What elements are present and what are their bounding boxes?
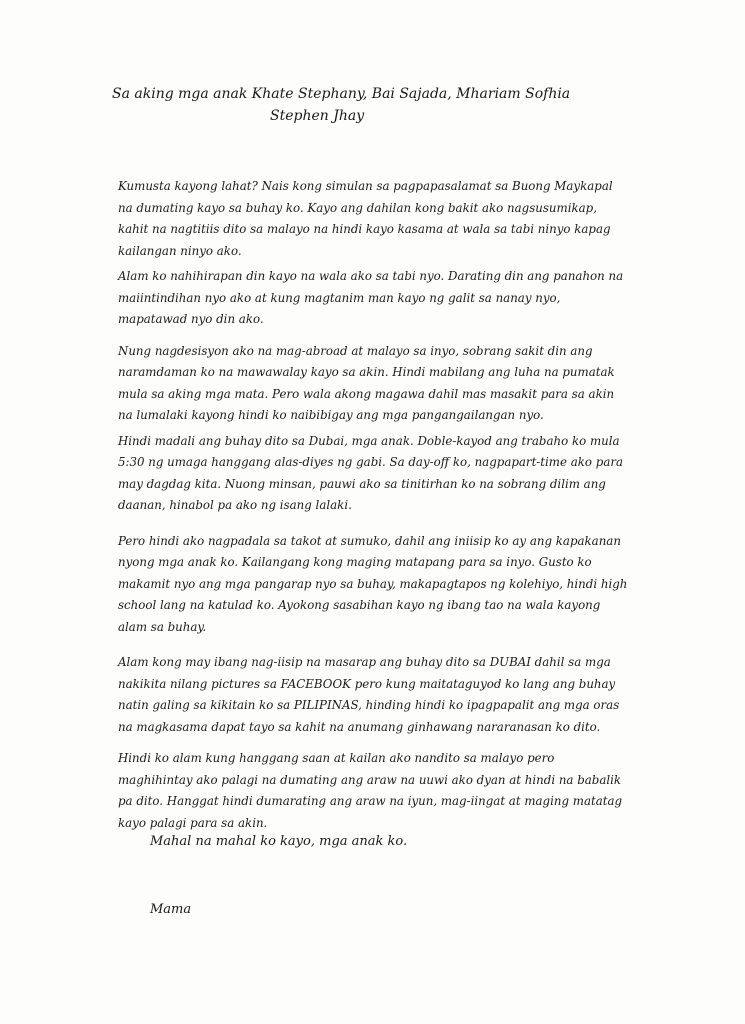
paragraph-7: Hindi ko alam kung hanggang saan at kailan ako nandito sa malayo pero maghihintay ako palagi na dumating ang araw na uuwi ako dyan at hindi na babalik pa dito. Hanggat hindi dumarating ang araw na iyun, mag-iingat at maging matatag kayo palagi para sa akin.: [118, 751, 623, 830]
letter-body: [118, 176, 630, 848]
paragraph-4: Hindi madali ang buhay dito sa Dubai, mga anak. Doble-kayod ang trabaho ko mula 5:30 ng umaga hanggang alas-diyes ng gabi. Sa day-off ko, nagpapart-time ako para may dagdag kita. Nuong minsan, pauwi ako sa tinitirhan ko na sobrang dilim ang daanan, hinabol pa ako ng isang lalaki.: [118, 433, 624, 512]
signature: Mama: [150, 902, 192, 917]
paragraph-6: Alam kong may ibang nag-iisip na masarap ang buhay dito sa DUBAI dahil sa mga nakikita nilang pictures sa FACEBOOK pero kung maitataguyod ko lang ang buhay natin galing sa kikitain ko sa PILIPINAS, hinding hindi ko ipagpapalit ang mga oras na magkasama dapat tayo sa kahit na anumang ginhawang nararanasan ko dito.: [118, 655, 620, 734]
closing-line: Mahal na mahal ko kayo, mga anak ko.: [150, 834, 408, 849]
paragraph-3: Nung nagdesisyon ako na mag-abroad at malayo sa inyo, sobrang sakit din ang naramdaman ko na mawawalay kayo sa akin. Hindi mabilang ang luha na pumatak mula sa aking mga mata. Pero wala akong magawa dahil mas masakit para sa akin na lumalaki kayong hindi ko naibibigay ang mga pangangailangan nyo.: [118, 343, 615, 422]
paragraph-1: Kumusta kayong lahat? Nais kong simulan sa pagpapasalamat sa Buong Maykapal na dumating kayo sa buhay ko. Kayo ang dahilan kong bakit ako nagsusumikap, kahit na nagtitiis dito sa malayo na hindi kayo kasama at wala sa tabi ninyo kapag kailangan ninyo ako.: [118, 179, 613, 258]
salutation-line-1: Sa aking mga anak Khate Stephany, Bai Sajada, Mhariam Sofhia: [112, 86, 571, 102]
salutation-line-2: Stephen Jhay: [270, 108, 365, 124]
salutation: [112, 86, 632, 124]
paragraph-5: Pero hindi ako nagpadala sa takot at sumuko, dahil ang iniisip ko ay ang kapakanan nyong mga anak ko. Kailangang kong maging matapang para sa inyo. Gusto ko makamit nyo ang mga pangarap nyo sa buhay, makapagtapos ng kolehiyo, hindi high school lang na katulad ko. Ayokong sasabihan kayo ng ibang tao na wala kayong alam sa buhay.: [118, 533, 628, 634]
paragraph-2: Alam ko nahihirapan din kayo na wala ako sa tabi nyo. Darating din ang panahon na maiintindihan nyo ako at kung magtanim man kayo ng galit sa nanay nyo, mapatawad nyo din ako.: [118, 269, 624, 326]
